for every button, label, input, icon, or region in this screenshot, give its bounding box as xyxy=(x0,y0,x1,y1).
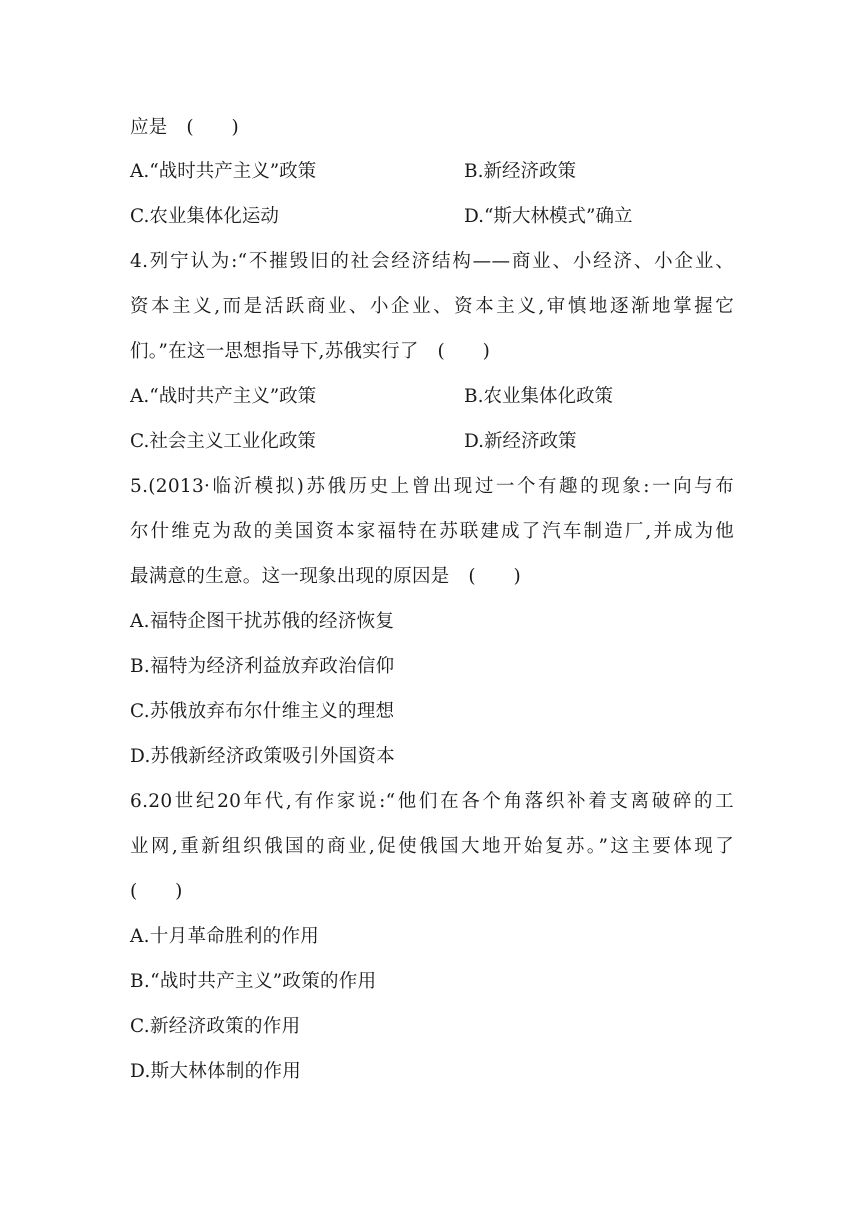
q4-option-b: B.农业集体化政策 xyxy=(464,386,613,407)
q3-option-c: C.农业集体化运动 xyxy=(130,206,279,227)
q6-stem-line-3: ( ) xyxy=(130,881,183,902)
q3-option-b: B.新经济政策 xyxy=(464,161,576,182)
q5-option-a: A.福特企图干扰苏俄的经济恢复 xyxy=(130,611,395,632)
q4-stem-line-1: 4.列宁认为:“不摧毁旧的社会经济结构——商业、小经济、小企业、 xyxy=(130,251,734,272)
q4-option-d: D.新经济政策 xyxy=(464,431,577,452)
q3-option-d: D.“斯大林模式”确立 xyxy=(464,206,633,227)
q6-stem-line-1: 6.20世纪20年代,有作家说:“他们在各个角落织补着支离破碎的工 xyxy=(130,791,734,812)
q4-option-a: A.“战时共产主义”政策 xyxy=(130,386,317,407)
q5-stem-line-3: 最满意的生意。这一现象出现的原因是 ( ) xyxy=(130,566,522,587)
q6-option-a: A.十月革命胜利的作用 xyxy=(130,926,320,947)
q4-option-c: C.社会主义工业化政策 xyxy=(130,431,316,452)
q5-stem-line-2: 尔什维克为敌的美国资本家福特在苏联建成了汽车制造厂,并成为他 xyxy=(130,521,734,542)
q5-option-c: C.苏俄放弃布尔什维主义的理想 xyxy=(130,701,395,722)
q5-option-d: D.苏俄新经济政策吸引外国资本 xyxy=(130,746,396,767)
q3-options-row-2 xyxy=(130,202,740,232)
q6-stem-line-2: 业网,重新组织俄国的商业,促使俄国大地开始复苏。”这主要体现了 xyxy=(130,836,734,857)
q6-option-c: C.新经济政策的作用 xyxy=(130,1016,301,1037)
q4-stem-line-2: 资本主义,而是活跃商业、小企业、资本主义,审慎地逐渐地掌握它 xyxy=(130,296,734,317)
q3-option-a: A.“战时共产主义”政策 xyxy=(130,161,317,182)
q3-options-row-1 xyxy=(130,157,740,187)
q6-option-d: D.斯大林体制的作用 xyxy=(130,1061,302,1082)
document-page xyxy=(130,0,740,1216)
q4-stem-line-3: 们。”在这一思想指导下,苏俄实行了 ( ) xyxy=(130,341,491,362)
q3-stem-tail: 应是 ( ) xyxy=(130,117,240,138)
q5-option-b: B.福特为经济利益放弃政治信仰 xyxy=(130,656,395,677)
q4-options-row-2 xyxy=(130,427,740,457)
q6-option-b: B.“战时共产主义”政策的作用 xyxy=(130,971,377,992)
q5-stem-line-1: 5.(2013·临沂模拟)苏俄历史上曾出现过一个有趣的现象:一向与布 xyxy=(130,476,734,497)
q4-options-row-1 xyxy=(130,382,740,412)
